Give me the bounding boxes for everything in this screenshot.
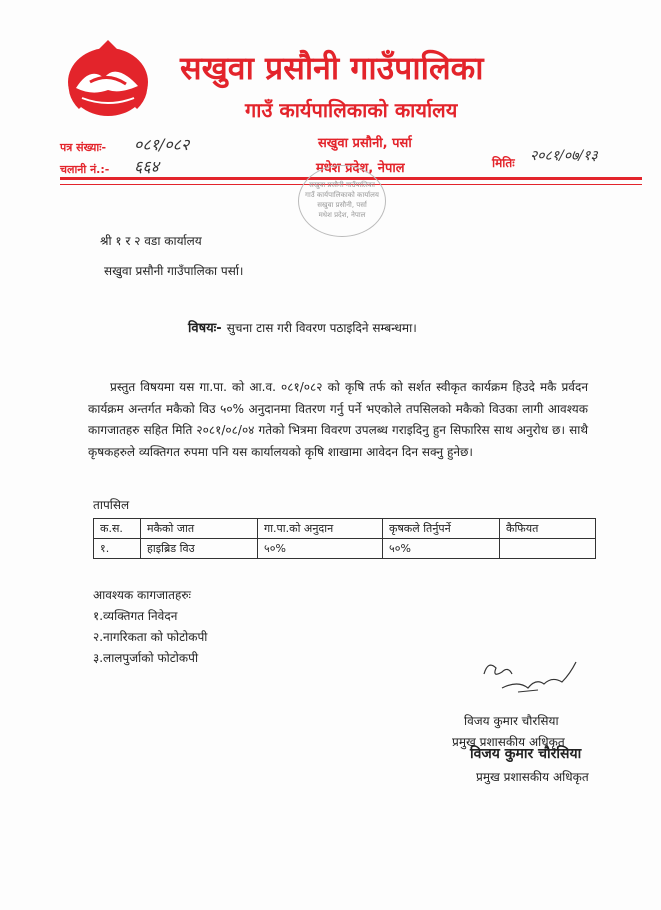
signature-scribble-icon <box>478 654 578 700</box>
details-label: तापसिल <box>93 498 130 512</box>
table-header-cell: क.स. <box>94 519 141 539</box>
address-line-2: मधेश प्रदेश, नेपाल <box>316 161 405 176</box>
documents-heading: आवश्यक कागजातहरुः <box>93 588 191 602</box>
signatory-stamp-title: प्रमुख प्रशासकीय अधिकृत <box>476 770 589 784</box>
document-item: २.नागरिकता को फोटोकपी <box>93 630 208 644</box>
office-name: गाउँ कार्यपालिकाको कार्यालय <box>245 98 458 122</box>
table-header-cell: कैफियत <box>500 519 596 539</box>
emblem-logo <box>60 36 156 120</box>
table-cell: ५०% <box>383 539 500 559</box>
signature <box>478 654 578 700</box>
subject-label: विषयः- <box>188 321 222 336</box>
table-cell <box>500 539 596 559</box>
ref-label: पत्र संख्याः- <box>60 141 107 154</box>
stamp-line: सखुवा प्रसौनी गाउँपालिका <box>309 181 375 189</box>
date-label: मितिः <box>492 156 515 170</box>
subject-line <box>188 317 417 336</box>
document-item: ३.लालपुर्जाको फोटोकपी <box>93 651 199 665</box>
ref-value: ०८१/०८२ <box>134 135 190 154</box>
subject-text: सुचना टास गरी विवरण पठाइदिने सम्बन्धमा। <box>226 321 417 335</box>
org-name: सखुवा प्रसौनी गाउँपालिका <box>180 49 484 87</box>
stamp-line: गाउँ कार्यपालिकाको कार्यालय <box>305 191 379 199</box>
recipient-line-2: सखुवा प्रसौनी गाउँपालिका पर्सा। <box>104 264 244 278</box>
table-header-cell: गा.पा.को अनुदान <box>258 519 383 539</box>
table-cell: १. <box>94 539 141 559</box>
table-cell: ५०% <box>258 539 383 559</box>
table-header-cell: कृषकले तिर्नुपर्ने <box>383 519 500 539</box>
stamp-line: सखुवा प्रसौनी, पर्सा <box>317 201 367 209</box>
signatory-name: विजय कुमार चौरसिया <box>464 714 559 728</box>
address-line-1: सखुवा प्रसौनी, पर्सा <box>318 136 412 151</box>
office-stamp <box>298 165 386 237</box>
signatory-title: प्रमुख प्रशासकीय अधिकृत <box>452 735 565 749</box>
stamp-line: मधेश प्रदेश, नेपाल <box>318 211 366 219</box>
dispatch-label: चलानी नं.:- <box>60 163 110 176</box>
table-header-row <box>94 519 596 539</box>
details-table <box>93 518 596 559</box>
table-row <box>94 539 596 559</box>
table-cell: हाइब्रिड विउ <box>141 539 258 559</box>
table-header-cell: मकैको जात <box>141 519 258 539</box>
nepal-emblem-icon <box>60 36 156 120</box>
signatory-stamp-name: विजय कुमार चौरसिया <box>470 746 582 762</box>
dispatch-value: ६६४ <box>134 157 159 176</box>
recipient-line-1: श्री १ र २ वडा कार्यालय <box>100 234 202 248</box>
body-paragraph: प्रस्तुत विषयमा यस गा.पा. को आ.व. ०८१/०८२ को कृषि तर्फ को सर्शत स्वीकृत कार्यक्रम हिउदे मकै प्रर्वदन कार्यक्रम अन्तर्गत मकैको विउ ५०% अनुदानमा वितरण गर्नु पर्ने भएकोले तपसिलको मकैको विउका लागी आवश्यक कागजातहरु सहित मिति २०८१/०८/०४ गतेको भित्रमा विवरण उपलब्ध गराइदिनु हुन सिफारिस साथ अनुरोध छ। साथै कृषकहरुले व्यक्तिगत रुपमा पनि यस कार्यालयको कृषि शाखामा आवेदन दिन सक्नु हुनेछ। <box>88 380 588 459</box>
document-item: १.व्यक्तिगत निवेदन <box>93 609 178 623</box>
date-value: २०८१/०७/१३ <box>530 148 598 164</box>
